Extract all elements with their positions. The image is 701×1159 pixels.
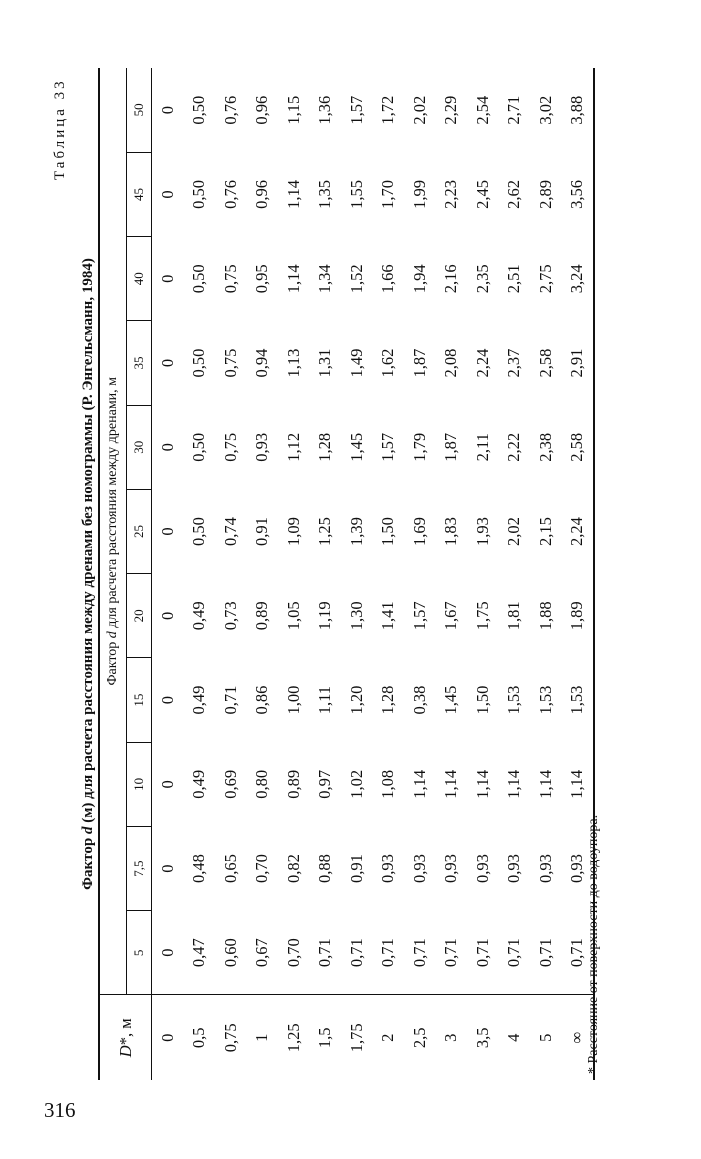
table-cell: 3,88 [562, 68, 595, 152]
table-cell: 0,74 [220, 517, 240, 546]
table-row [310, 68, 342, 1080]
table-cell: 1,14 [504, 769, 524, 799]
table-cell: 2,16 [441, 264, 461, 294]
table-cell: 1,12 [283, 432, 303, 462]
column-header: 25 [127, 489, 152, 573]
table-cell: 1,08 [378, 769, 398, 799]
table-row [467, 68, 499, 1080]
column-header: 35 [127, 321, 152, 405]
table-cell: 1,28 [315, 432, 335, 462]
table-title-prefix: Фактор [80, 834, 96, 890]
table-cell: 1,14 [283, 264, 303, 294]
table-cell: 1,05 [283, 601, 303, 631]
row-header: 1,5 [310, 995, 342, 1080]
table-cell: 1,67 [441, 601, 461, 631]
table-cell: 0,93 [378, 854, 398, 884]
drain-factor-table [98, 68, 595, 1080]
table-cell: 0,89 [283, 769, 303, 799]
table-cell: 0,86 [252, 685, 272, 715]
table-cell: 0,71 [220, 685, 240, 715]
table-cell: 0 [157, 864, 177, 873]
table-cell: 0,71 [504, 938, 524, 968]
table-cell: 1,45 [346, 432, 366, 462]
table-cell: 0,71 [441, 938, 461, 968]
row-header: 2 [373, 995, 405, 1080]
table-cell: 0 [157, 695, 177, 705]
table-cell: 0,70 [283, 938, 303, 968]
table-cell: 2,58 [535, 348, 555, 378]
table-cell: 1,02 [346, 769, 366, 799]
table-cell: 0,47 [189, 938, 209, 968]
row-header: 0,5 [184, 995, 216, 1080]
table-cell: 2,02 [409, 95, 429, 125]
column-group-variable: d [105, 631, 120, 639]
table-cell: 1,41 [378, 601, 398, 631]
table-cell: 1,25 [315, 517, 335, 546]
table-cell: 0,75 [220, 432, 240, 462]
row-header: 4 [499, 995, 531, 1080]
table-title [80, 68, 97, 1080]
row-header: 0,75 [215, 995, 247, 1080]
table-cell: 0,71 [535, 938, 555, 968]
table-cell: 1,50 [378, 517, 398, 546]
table-cell: 2,24 [472, 348, 492, 378]
table-cell: 1,31 [315, 348, 335, 378]
table-cell: 0 [157, 780, 177, 789]
table-cell: 0,50 [189, 432, 209, 462]
table-cell: 1,81 [504, 601, 524, 631]
table-cell: 3,02 [535, 95, 555, 125]
table-cell: 0,94 [252, 348, 272, 378]
table-label: Таблица 33 [52, 78, 68, 180]
table-cell: 0,50 [189, 264, 209, 294]
table-cell: 0,75 [220, 264, 240, 294]
rotated-page-content [50, 0, 610, 1080]
row-header: 3,5 [467, 995, 499, 1080]
table-cell: 0,73 [220, 601, 240, 631]
column-header: 20 [127, 574, 152, 658]
table-cell: 0,71 [472, 938, 492, 968]
row-header-label [99, 995, 152, 1080]
table-cell: 0,71 [346, 938, 366, 968]
table-cell: 0,96 [252, 95, 272, 125]
table-cell: 0,49 [189, 601, 209, 631]
table-cell: 1,89 [562, 574, 595, 658]
table-cell: 1,36 [315, 95, 335, 125]
table-cell: 0,38 [409, 685, 429, 715]
table-cell: 0,50 [189, 348, 209, 378]
table-cell: 1,14 [441, 769, 461, 799]
table-cell: 2,38 [535, 432, 555, 462]
table-cell: 0,49 [189, 769, 209, 799]
column-header: 15 [127, 658, 152, 742]
table-cell: 2,75 [535, 264, 555, 294]
page-number: 316 [44, 1098, 76, 1122]
table-cell: 0,71 [562, 911, 595, 995]
table-cell: 0,93 [562, 826, 595, 910]
row-header: ∞ [562, 995, 595, 1080]
table-cell: 1,53 [504, 685, 524, 715]
table-cell: 0,71 [378, 938, 398, 968]
table-cell: 1,34 [315, 264, 335, 294]
table-cell: 1,14 [535, 769, 555, 799]
table-cell: 1,87 [441, 432, 461, 462]
table-cell: 0,71 [315, 938, 335, 968]
table-cell: 0 [157, 611, 177, 620]
table-cell: 0,93 [409, 854, 429, 884]
table-cell: 0 [157, 106, 177, 115]
table-cell: 1,09 [283, 517, 303, 546]
table-cell: 1,20 [346, 685, 366, 715]
table-cell: 1,62 [378, 348, 398, 378]
table-cell: 1,49 [346, 348, 366, 378]
table-row [373, 68, 405, 1080]
table-cell: 0,93 [504, 854, 524, 884]
table-cell: 1,39 [346, 517, 366, 546]
table-cell: 2,11 [472, 433, 492, 462]
table-cell: 1,14 [283, 180, 303, 209]
table-cell: 1,55 [346, 180, 366, 209]
table-cell: 0,93 [441, 854, 461, 884]
row-header: 1,75 [341, 995, 373, 1080]
table-cell: 0,69 [220, 769, 240, 799]
table-cell: 1,57 [346, 95, 366, 125]
column-header: 30 [127, 405, 152, 489]
table-cell: 2,58 [562, 405, 595, 489]
table-cell: 0,88 [315, 854, 335, 884]
table-cell: 0,70 [252, 854, 272, 884]
table-cell: 2,08 [441, 348, 461, 378]
table-cell: 1,11 [315, 685, 335, 715]
row-header-variable: D [115, 1045, 135, 1058]
table-row [278, 68, 310, 1080]
table-cell: 2,37 [504, 348, 524, 378]
column-header: 50 [127, 68, 152, 152]
table-cell: 0,82 [283, 854, 303, 884]
table-cell: 2,54 [472, 95, 492, 125]
table-cell: 0,67 [252, 938, 272, 968]
table-cell: 1,53 [535, 685, 555, 715]
table-cell: 1,88 [535, 601, 555, 631]
table-cell: 0,80 [252, 769, 272, 799]
table-cell: 1,57 [409, 601, 429, 631]
table-cell: 0 [157, 274, 177, 283]
table-cell: 1,14 [562, 742, 595, 826]
table-cell: 2,22 [504, 432, 524, 462]
table-cell: 0,65 [220, 854, 240, 884]
table-cell: 0,96 [252, 180, 272, 209]
table-cell: 1,28 [378, 685, 398, 715]
table-cell: 2,29 [441, 95, 461, 125]
table-cell: 1,35 [315, 180, 335, 209]
table-cell: 3,56 [562, 152, 595, 236]
table-cell: 0,48 [189, 854, 209, 884]
table-cell: 2,23 [441, 180, 461, 209]
table-cell: 1,53 [562, 658, 595, 742]
table-cell: 0,93 [535, 854, 555, 884]
table-cell: 1,70 [378, 180, 398, 209]
table-cell: 1,87 [409, 348, 429, 378]
table-cell: 2,71 [504, 95, 524, 125]
table-row [215, 68, 247, 1080]
table-cell: 0 [157, 527, 177, 536]
table-cell: 0,89 [252, 601, 272, 631]
table-cell: 0,76 [220, 180, 240, 209]
table-cell: 2,91 [562, 321, 595, 405]
footnote: * Расстояние от поверхности до водоупора. [586, 814, 601, 1074]
table-cell: 2,15 [535, 517, 555, 546]
table-cell: 2,35 [472, 264, 492, 294]
table-cell: 1,50 [472, 685, 492, 715]
table-cell: 0 [157, 358, 177, 368]
table-cell: 0,93 [472, 854, 492, 884]
table-cell: 0,50 [189, 517, 209, 546]
table-cell: 1,30 [346, 601, 366, 631]
row-header: 2,5 [404, 995, 436, 1080]
table-cell: 1,13 [283, 348, 303, 378]
table-cell: 0,76 [220, 95, 240, 125]
row-header: 0 [152, 995, 184, 1080]
table-cell: 0,50 [189, 95, 209, 125]
table-cell: 1,99 [409, 180, 429, 209]
table-row [499, 68, 531, 1080]
table-cell: 1,15 [283, 95, 303, 125]
table-row [436, 68, 468, 1080]
column-group-header [99, 68, 127, 995]
table-row [184, 68, 216, 1080]
table-cell: 1,00 [283, 685, 303, 715]
table-cell: 0,95 [252, 264, 272, 294]
table-cell: 1,14 [472, 769, 492, 799]
table-cell: 0,50 [189, 180, 209, 209]
table-title-variable: d [80, 826, 96, 835]
row-header: 1,25 [278, 995, 310, 1080]
table-cell: 0 [157, 443, 177, 452]
table-cell: 0 [157, 948, 177, 957]
column-header: 10 [127, 742, 152, 826]
table-cell: 1,19 [315, 601, 335, 631]
table-cell: 1,79 [409, 432, 429, 462]
column-group-rest: для расчета расстояния между дренами, м [105, 376, 120, 632]
table-cell: 2,51 [504, 264, 524, 294]
table-cell: 1,93 [472, 517, 492, 546]
table-cell: 0,60 [220, 938, 240, 968]
table-cell: 2,45 [472, 180, 492, 209]
table-title-rest: (м) для расчета расстояния между дренами без номограммы (Р. Энгельсманн, 1984) [80, 258, 96, 827]
table-cell: 2,02 [504, 517, 524, 546]
table-cell: 2,24 [562, 489, 595, 573]
table-cell: 1,83 [441, 517, 461, 546]
column-group-prefix: Фактор [105, 638, 120, 686]
table-cell: 3,24 [562, 237, 595, 321]
column-header: 45 [127, 152, 152, 236]
table-cell: 0,91 [346, 854, 366, 884]
table-row [530, 68, 562, 1080]
table-cell: 1,94 [409, 264, 429, 294]
table-cell: 0,75 [220, 348, 240, 378]
table-cell: 0,71 [409, 938, 429, 968]
column-header: 7,5 [127, 826, 152, 910]
column-header: 40 [127, 237, 152, 321]
table-cell: 0 [157, 190, 177, 199]
table-cell: 1,66 [378, 264, 398, 294]
table-cell: 1,69 [409, 517, 429, 546]
row-header: 5 [530, 995, 562, 1080]
table-cell: 0,97 [315, 769, 335, 799]
table-cell: 0,49 [189, 685, 209, 715]
row-header-rest: *, м [115, 1018, 135, 1046]
table-row [152, 68, 184, 1080]
table-cell: 1,14 [409, 769, 429, 799]
table-cell: 0,91 [252, 517, 272, 546]
table-cell: 2,62 [504, 180, 524, 209]
table-cell: 1,52 [346, 264, 366, 294]
column-header: 5 [127, 911, 152, 995]
row-header: 1 [247, 995, 279, 1080]
table-cell: 0,93 [252, 432, 272, 462]
table-row [404, 68, 436, 1080]
table-row [341, 68, 373, 1080]
table-cell: 1,75 [472, 601, 492, 631]
table-cell: 2,89 [535, 180, 555, 209]
table-cell: 1,72 [378, 95, 398, 125]
table-cell: 1,57 [378, 432, 398, 462]
table-cell: 1,45 [441, 685, 461, 715]
table-row [247, 68, 279, 1080]
row-header: 3 [436, 995, 468, 1080]
